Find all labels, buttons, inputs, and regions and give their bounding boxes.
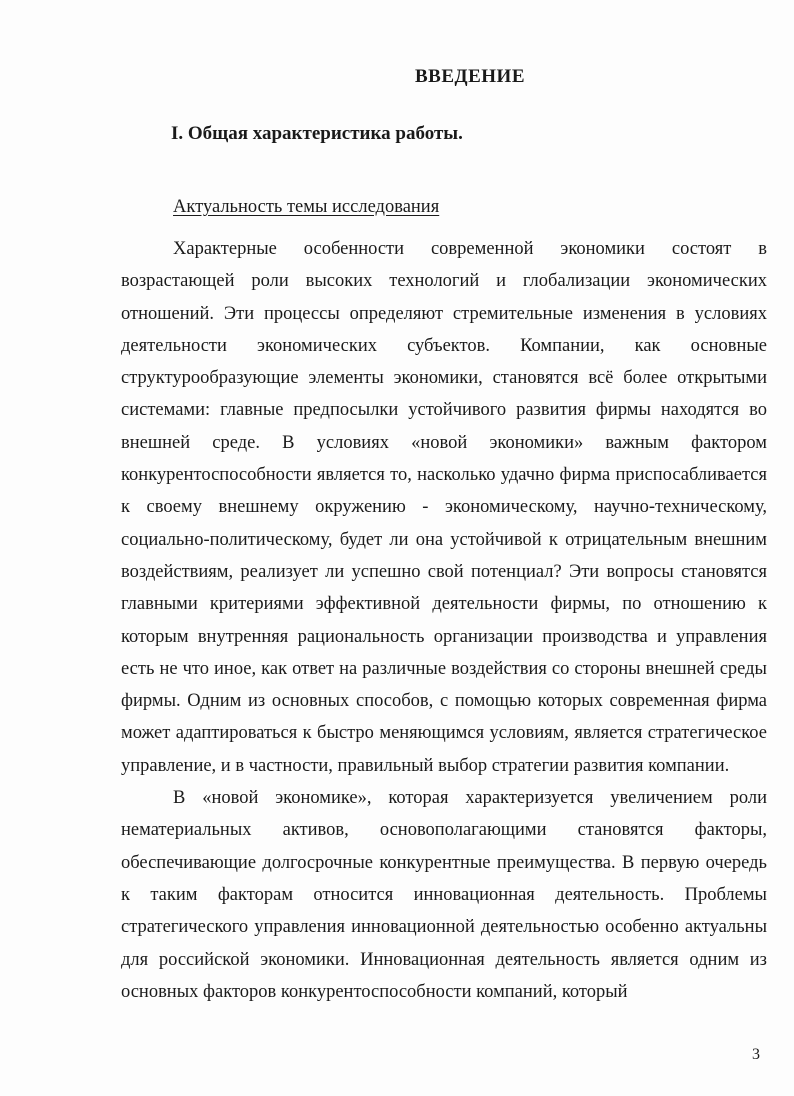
paragraph-1: Характерные особенности современной экономики состоят в возрастающей роли высоких технологий и глобализации экономических отношений. Эти процессы определяют стремительные изменения в условиях деятельности экономических субъектов. Компании, как основные структурообразующие элементы экономики, становятся всё более открытыми системами: главные предпосылки устойчивого развития фирмы находятся во внешней среде. В условиях «новой экономики» важным фактором конкурентоспособности является то, насколько удачно фирма приспосабливается к своему внешнему окружению - экономическому, научно-техническому, социально-политическому, будет ли она устойчивой к отрицательным внешним воздействиям, реализует ли успешно свой потенциал? Эти вопросы становятся главными критериями эффективной деятельности фирмы, по отношению к которым внутренняя рациональность организации производства и управления есть не что иное, как ответ на различные воздействия со стороны внешней среды фирмы. Одним из основных способов, с помощью которых современная фирма может адаптироваться к быстро меняющимся условиям, является стратегическое управление, и в частности, правильный выбор стратегии развития компании. <box>121 239 767 776</box>
subsection-heading: Актуальность темы исследования <box>173 197 440 217</box>
body-text <box>121 233 767 1008</box>
page-number: 3 <box>752 1046 760 1063</box>
section-heading: I. Общая характеристика работы. <box>171 123 463 144</box>
paragraph-2: В «новой экономике», которая характеризуется увеличением роли нематериальных активов, основополагающими становятся факторы, обеспечивающие долгосрочные конкурентные преимущества. В первую очередь к таким факторам относится инновационная деятельность. Проблемы стратегического управления инновационной деятельностью особенно актуальны для российской экономики. Инновационная деятельность является одним из основных факторов конкурентоспособности компаний, который <box>121 788 767 1002</box>
page-title: ВВЕДЕНИЕ <box>415 66 525 87</box>
